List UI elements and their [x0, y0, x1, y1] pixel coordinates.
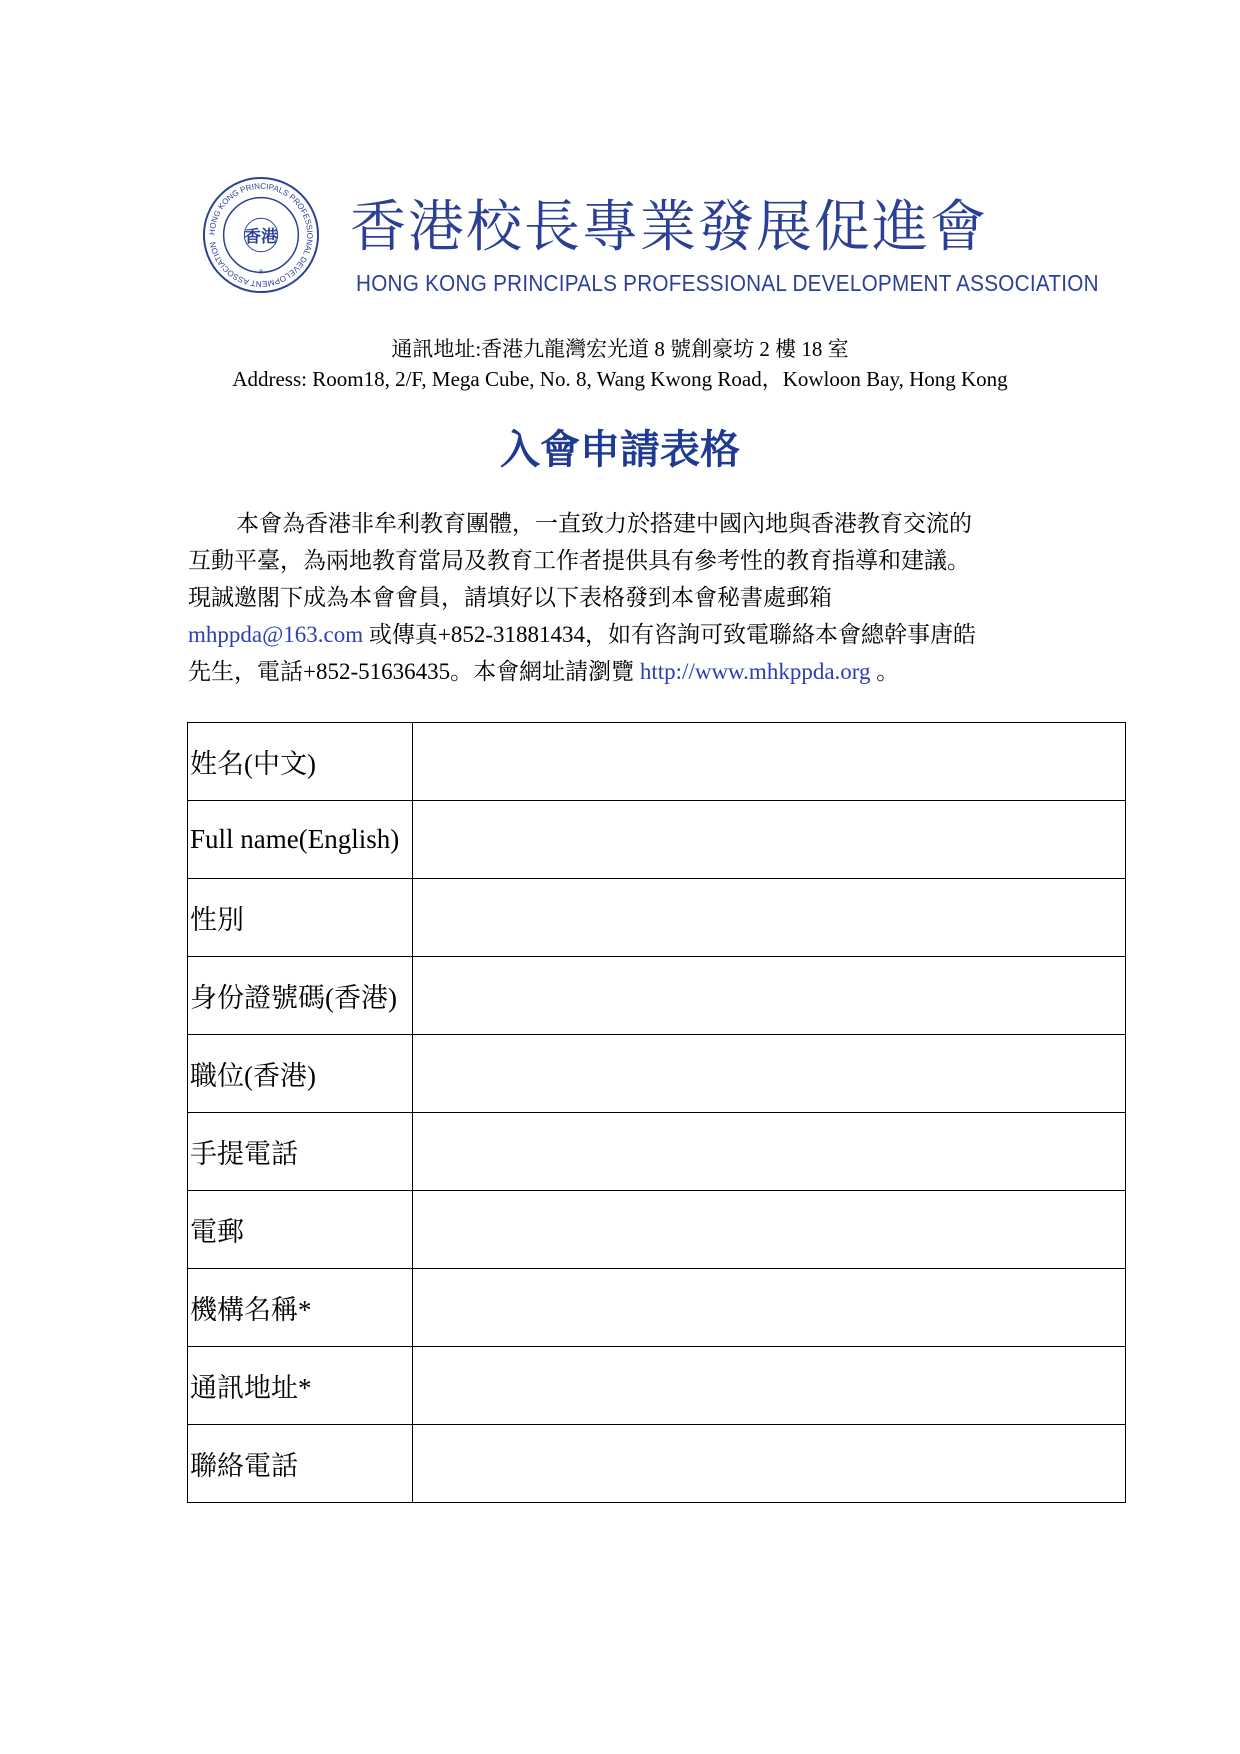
form-row	[188, 801, 1126, 879]
form-row	[188, 1269, 1126, 1347]
intro-text: 先生，電話+852-51636435。本會網址請瀏覽	[188, 659, 640, 684]
field-label-gender: 性別	[188, 879, 413, 957]
intro-paragraph	[188, 505, 1068, 690]
address-chinese: 通訊地址:香港九龍灣宏光道 8 號創豪坊 2 樓 18 室	[391, 337, 849, 361]
field-input-organization[interactable]	[413, 1269, 1126, 1347]
intro-line: 本會為香港非牟利教育團體，一直致力於搭建中國內地與香港教育交流的	[236, 511, 972, 536]
email-link[interactable]: mhppda@163.com	[188, 622, 364, 647]
intro-text: 。	[870, 659, 900, 684]
field-label-contact-phone: 聯絡電話	[188, 1425, 413, 1503]
intro-text: 或傳真+852-31881434，如有咨詢可致電聯絡本會總幹事唐皓	[363, 622, 977, 647]
org-name-chinese: 香港校長專業發展促進會	[350, 195, 988, 260]
field-label-email: 電郵	[188, 1191, 413, 1269]
field-label-organization: 機構名稱*	[188, 1269, 413, 1347]
field-input-address[interactable]	[413, 1347, 1126, 1425]
association-seal-logo-icon	[202, 176, 320, 294]
form-row	[188, 1347, 1126, 1425]
field-label-mobile: 手提電話	[188, 1113, 413, 1191]
address-english: Address: Room18, 2/F, Mega Cube, No. 8, Wang Kwong Road，Kowloon Bay, Hong Kong	[232, 367, 1008, 391]
field-label-chinese-name: 姓名(中文)	[188, 723, 413, 801]
field-input-position[interactable]	[413, 1035, 1126, 1113]
field-label-address: 通訊地址*	[188, 1347, 413, 1425]
field-input-contact-phone[interactable]	[413, 1425, 1126, 1503]
field-input-chinese-name[interactable]	[413, 723, 1126, 801]
field-input-mobile[interactable]	[413, 1113, 1126, 1191]
form-row	[188, 1191, 1126, 1269]
form-row	[188, 879, 1126, 957]
field-input-hkid[interactable]	[413, 957, 1126, 1035]
field-label-english-name: Full name(English)	[188, 801, 413, 879]
intro-line: 互動平臺，為兩地教育當局及教育工作者提供具有參考性的教育指導和建議。	[188, 548, 970, 573]
org-name-english: HONG KONG PRINCIPALS PROFESSIONAL DEVELOPMENT ASSOCIATION	[356, 270, 1099, 296]
svg-text:✳: ✳	[257, 267, 265, 277]
field-input-email[interactable]	[413, 1191, 1126, 1269]
page-title: 入會申請表格	[500, 427, 740, 473]
logo-center-text: 香港	[244, 225, 278, 246]
form-row	[188, 1035, 1126, 1113]
form-row	[188, 1425, 1126, 1503]
field-label-hkid: 身份證號碼(香港)	[188, 957, 413, 1035]
field-input-gender[interactable]	[413, 879, 1126, 957]
intro-line	[188, 653, 1068, 690]
logo-ring-text: HONG KONG PRINCIPALS PROFESSIONAL DEVELOPMENT ASSOCIATION	[207, 181, 315, 289]
form-row	[188, 957, 1126, 1035]
field-input-english-name[interactable]	[413, 801, 1126, 879]
field-label-position: 職位(香港)	[188, 1035, 413, 1113]
application-form-table	[187, 722, 1126, 1503]
form-row	[188, 1113, 1126, 1191]
intro-line: 現誠邀閣下成為本會會員，請填好以下表格發到本會秘書處郵箱	[188, 585, 832, 610]
website-link[interactable]: http://www.mhkppda.org	[639, 659, 871, 684]
form-row	[188, 723, 1126, 801]
intro-line	[188, 616, 1068, 653]
